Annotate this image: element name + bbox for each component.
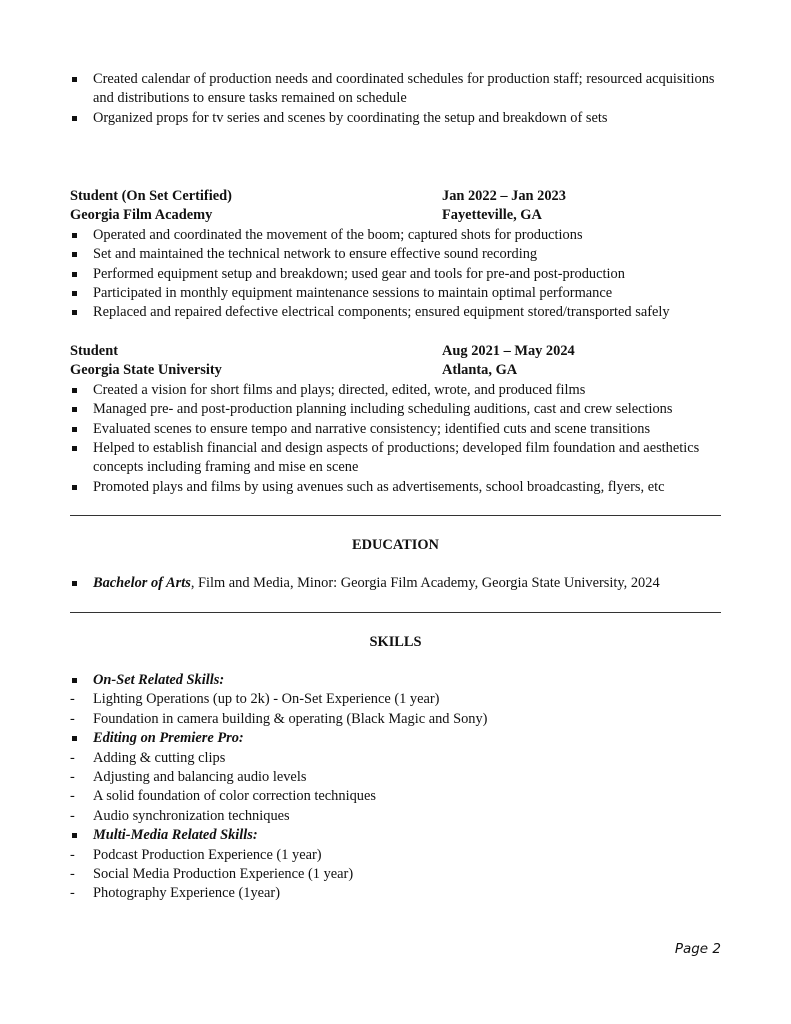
- skill-item: - Photography Experience (1year): [70, 884, 725, 903]
- skill-item: - Podcast Production Experience (1 year): [70, 846, 725, 865]
- list-item: Evaluated scenes to ensure tempo and narrative consistency; identified cuts and scene transitions: [70, 420, 725, 439]
- skill-category-name: On-Set Related Skills:: [93, 672, 225, 688]
- list-item: Performed equipment setup and breakdown; used gear and tools for pre-and post-production: [70, 265, 725, 284]
- skill-item: - A solid foundation of color correction techniques: [70, 787, 725, 806]
- previous-job-bullets: [70, 70, 725, 128]
- skill-category-name: Editing on Premiere Pro:: [93, 730, 244, 747]
- list-item: Helped to establish financial and design aspects of productions; developed film foundation and aesthetics concepts including framing and mise en scene: [70, 439, 725, 478]
- skill-item: - Adding & cutting clips: [70, 749, 725, 768]
- section-divider: [70, 612, 721, 613]
- education-section: [70, 574, 725, 593]
- skill-item: - Adjusting and balancing audio levels: [70, 768, 725, 787]
- job-title: Student: [70, 343, 118, 359]
- job-org-row: [70, 206, 725, 225]
- job-organization: Georgia Film Academy: [70, 207, 213, 224]
- skill-item: - Foundation in camera building & operating (Black Magic and Sony): [70, 710, 725, 729]
- skill-category-name: Multi-Media Related Skills:: [93, 827, 258, 844]
- list-item: Created calendar of production needs and coordinated schedules for production staff; resourced acquisitions and distributions to ensure tasks remained on schedule: [70, 70, 725, 109]
- list-item: Set and maintained the technical network to ensure effective sound recording: [70, 245, 725, 264]
- section-divider: [70, 515, 721, 516]
- skill-item: - Audio synchronization techniques: [70, 807, 725, 826]
- degree-details: , Film and Media, Minor: Georgia Film Academy, Georgia State University, 2024: [190, 575, 660, 591]
- skills-heading: SKILLS: [369, 634, 422, 650]
- education-heading: EDUCATION: [352, 537, 439, 553]
- skill-item: - Lighting Operations (up to 2k) - On-Set Experience (1 year): [70, 690, 725, 709]
- job-dates: Jan 2022 – Jan 2023: [442, 188, 566, 204]
- list-item: Replaced and repaired defective electrical components; ensured equipment stored/transported safely: [70, 303, 725, 322]
- skill-item: - Social Media Production Experience (1 year): [70, 865, 725, 884]
- job-location: Fayetteville, GA: [442, 207, 542, 224]
- list-item: Managed pre- and post-production planning including scheduling auditions, cast and crew selections: [70, 400, 725, 419]
- list-item: Operated and coordinated the movement of the boom; captured shots for productions: [70, 226, 725, 245]
- list-item: Promoted plays and films by using avenues such as advertisements, school broadcasting, flyers, etc: [70, 478, 725, 497]
- job-header: [70, 342, 725, 361]
- list-item: Participated in monthly equipment maintenance sessions to maintain optimal performance: [70, 284, 725, 303]
- job-entry-georgia-film-academy: [70, 187, 725, 323]
- degree-name: Bachelor of Arts: [93, 575, 191, 591]
- list-item: Organized props for tv series and scenes by coordinating the setup and breakdown of sets: [70, 109, 725, 128]
- job-header: [70, 187, 725, 206]
- job-entry-georgia-state-university: [70, 342, 725, 497]
- skill-category: [70, 826, 725, 845]
- skill-category: [70, 671, 725, 690]
- list-item: Created a vision for short films and plays; directed, edited, wrote, and produced films: [70, 381, 725, 400]
- education-entry: [70, 574, 725, 593]
- job-title: Student (On Set Certified): [70, 188, 232, 204]
- skills-section: [70, 671, 725, 904]
- job-dates: Aug 2021 – May 2024: [442, 343, 575, 359]
- job-org-row: [70, 361, 725, 380]
- skill-category: [70, 729, 725, 748]
- job-location: Atlanta, GA: [442, 362, 518, 379]
- job-organization: Georgia State University: [70, 362, 222, 379]
- page-number: Page 2: [674, 941, 721, 957]
